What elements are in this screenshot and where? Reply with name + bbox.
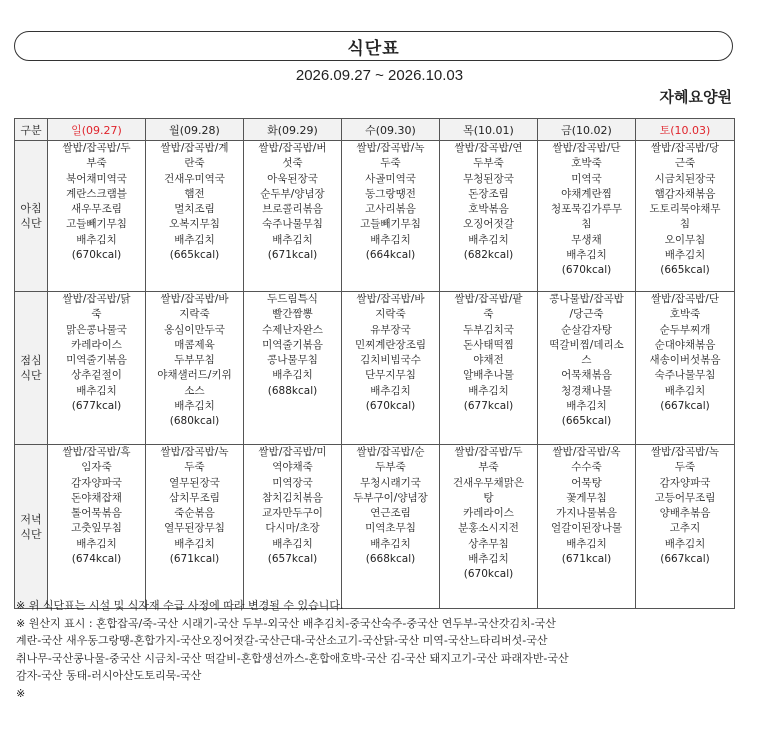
meal-row-dinner — [15, 445, 735, 609]
menu-item: (682kcal) — [463, 249, 514, 262]
menu-item: 아욱된장국 — [267, 172, 318, 185]
menu-item: 배추김치 — [566, 249, 607, 262]
menu-item: 상추무침 — [468, 537, 509, 550]
title-box — [14, 31, 733, 61]
menu-item: 청포묵김가루무 — [550, 203, 622, 216]
menu-item: 카레라이스 — [463, 507, 514, 520]
page-title: 식단표 — [347, 38, 400, 59]
menu-item: 무청시래기국 — [360, 476, 421, 489]
menu-item: 돈야채잡채 — [71, 491, 122, 504]
menu-item: (680kcal) — [169, 415, 220, 428]
menu-cell — [636, 141, 735, 292]
menu-item: 배추김치 — [174, 537, 215, 550]
menu-item: 배추김치 — [664, 537, 706, 550]
menu-item: (671kcal) — [561, 553, 612, 566]
menu-item: 무생채 — [571, 233, 602, 246]
menu-item: (671kcal) — [267, 249, 318, 262]
menu-item: 연근조림 — [370, 507, 411, 520]
menu-cell — [342, 141, 440, 292]
menu-item: 지락죽 — [375, 308, 406, 321]
menu-cell — [538, 141, 636, 292]
note-line: ※ 위 식단표는 시설 및 식자재 수급 사정에 따라 변경될 수 있습니다. — [16, 599, 344, 612]
day-header-sat: 토(10.03) — [636, 119, 735, 141]
menu-cell — [538, 292, 636, 445]
note-line: 계란-국산 새우동그랑땡-혼합가지-국산오징어젓갈-국산근대-국산소고기-국산닭-국산 미역-국산느타리버섯-국산 — [16, 634, 548, 647]
menu-item: 쌀밥/잡곡밥/두 — [62, 142, 131, 154]
meal-label: 저녁 식단 — [15, 445, 48, 609]
menu-item: 카레라이스 — [71, 338, 122, 351]
menu-item: 오징어젓갈 — [463, 218, 514, 231]
menu-item: 돈장조림 — [468, 187, 509, 200]
menu-item: 배추김치 — [370, 537, 411, 550]
menu-item: 고추지 — [669, 522, 701, 535]
date-range: 2026.09.27 ~ 2026.10.03 — [295, 67, 464, 84]
menu-item: 참치김치볶음 — [262, 491, 323, 504]
menu-cell — [146, 292, 244, 445]
menu-item: 고등어무조림 — [654, 491, 716, 504]
menu-cell — [244, 445, 342, 609]
menu-item: 새우무조림 — [71, 203, 122, 216]
menu-table — [14, 118, 735, 609]
menu-item: 옹심이만두국 — [164, 323, 225, 336]
menu-item: 배추김치 — [76, 233, 117, 246]
menu-item: 배추김치 — [272, 233, 313, 246]
menu-item: 호박볶음 — [468, 203, 509, 216]
menu-item: 빨간짬뽕 — [272, 308, 313, 321]
menu-item: 고사리볶음 — [365, 203, 416, 216]
menu-item: 콩나물무침 — [267, 354, 318, 367]
menu-item: 건새우무채맑은 — [452, 476, 524, 489]
menu-item: 야채전 — [473, 354, 504, 367]
organization-name: 자혜요양원 — [659, 88, 732, 106]
menu-body — [15, 141, 735, 609]
menu-item: 오이무침 — [664, 233, 706, 246]
menu-item: 침 — [679, 218, 691, 231]
menu-item: 떡갈비찜/데리소 — [549, 338, 624, 351]
menu-item: 분홍소시지전 — [458, 522, 519, 535]
menu-item: 가지나물볶음 — [556, 507, 617, 520]
menu-item: 쌀밥/잡곡밥/단 — [651, 293, 719, 305]
menu-item: 열무된장국 — [169, 476, 220, 489]
menu-item: 야채계란찜 — [561, 187, 612, 200]
menu-item: 란죽 — [184, 157, 205, 170]
menu-item: 북어채미역국 — [66, 172, 127, 185]
menu-item: 쌀밥/잡곡밥/단 — [552, 142, 621, 154]
menu-item: 부죽 — [478, 461, 499, 474]
menu-item: 쌀밥/잡곡밥/녹 — [356, 142, 425, 154]
menu-item: (668kcal) — [365, 553, 416, 566]
day-header-mon: 월(09.28) — [146, 119, 244, 141]
menu-item: 배추김치 — [664, 249, 706, 262]
menu-cell — [48, 445, 146, 609]
menu-cell — [146, 445, 244, 609]
note-line: ※ 원산지 표시 : 혼합잡곡/죽-국산 시래기-국산 두부-외국산 배추김치-중국산숙주-중국산 연두부-국산갓김치-국산 — [16, 616, 556, 630]
menu-item: 미역장국 — [272, 476, 313, 489]
menu-item: 도토리묵야채무 — [649, 203, 721, 216]
menu-item: 유부장국 — [370, 323, 411, 336]
notes — [16, 597, 746, 702]
menu-item: (670kcal) — [463, 568, 514, 581]
menu-item: 동그랑땡전 — [365, 187, 416, 200]
menu-item: 수수죽 — [571, 461, 602, 474]
menu-cell — [440, 141, 538, 292]
menu-item: 죽순볶음 — [174, 507, 215, 520]
menu-item: 얼갈이된장나물 — [550, 522, 622, 535]
menu-cell — [440, 292, 538, 445]
menu-cell — [342, 292, 440, 445]
day-header-tue: 화(09.29) — [244, 119, 342, 141]
menu-item: 순두부찌개 — [659, 323, 711, 336]
menu-item: 고춧잎무침 — [71, 522, 122, 535]
menu-item: 지락죽 — [179, 308, 210, 321]
day-header-sun: 일(09.27) — [48, 119, 146, 141]
menu-item: 숙주나물무침 — [654, 369, 716, 382]
menu-item: (670kcal) — [561, 264, 612, 277]
menu-item: 두죽 — [380, 157, 401, 170]
menu-item: (670kcal) — [71, 249, 122, 262]
menu-item: 쌀밥/잡곡밥/순 — [356, 446, 425, 458]
menu-item: (674kcal) — [71, 553, 122, 566]
meal-label: 점심 식단 — [15, 292, 48, 445]
menu-cell — [244, 292, 342, 445]
menu-item: 배추김치 — [468, 384, 509, 397]
menu-item: (657kcal) — [267, 553, 318, 566]
menu-item: (670kcal) — [365, 400, 416, 413]
menu-item: 쌀밥/잡곡밥/녹 — [160, 446, 229, 458]
day-header-fri: 금(10.02) — [538, 119, 636, 141]
menu-item: 미역국 — [571, 172, 602, 185]
menu-item: 두부구이/양념장 — [353, 491, 428, 504]
menu-item: 사골미역국 — [365, 172, 416, 185]
menu-item: 배추김치 — [370, 384, 411, 397]
menu-cell — [244, 141, 342, 292]
menu-item: 배추김치 — [174, 233, 215, 246]
menu-item: 민찌계란장조림 — [354, 338, 426, 351]
menu-item: 배추김치 — [272, 537, 313, 550]
menu-item: 쌀밥/잡곡밥/연 — [454, 142, 523, 154]
menu-item: 오복지무침 — [169, 218, 220, 231]
menu-item: 배추김치 — [664, 384, 706, 397]
menu-item: 햄감자채볶음 — [654, 187, 716, 200]
menu-item: 열무된장무침 — [164, 522, 225, 535]
menu-item: 배추김치 — [76, 537, 117, 550]
meal-label: 아침 식단 — [15, 141, 48, 292]
note-line: 감자-국산 동태-러시아산도토리묵-국산 — [16, 669, 202, 682]
menu-item: 배추김치 — [468, 233, 509, 246]
menu-item: 쌀밥/잡곡밥/버 — [258, 142, 327, 154]
menu-item: 야채샐러드/키위 — [157, 369, 232, 382]
menu-item: 브로콜리볶음 — [262, 203, 323, 216]
menu-item: 호박죽 — [669, 308, 701, 321]
menu-cell — [146, 141, 244, 292]
menu-item: 상추겉절이 — [71, 369, 122, 382]
menu-item: 두드림특식 — [267, 293, 318, 305]
menu-item: 톨어묵볶음 — [71, 507, 122, 520]
menu-item: (677kcal) — [71, 400, 122, 413]
meal-row-breakfast — [15, 141, 735, 292]
menu-item: /당근죽 — [569, 308, 604, 321]
menu-item: (667kcal) — [660, 553, 710, 566]
menu-item: 임자죽 — [81, 461, 112, 474]
menu-item: (664kcal) — [365, 249, 416, 262]
menu-item: 소스 — [184, 384, 205, 397]
menu-item: 쌀밥/잡곡밥/바 — [356, 293, 425, 305]
menu-item: 쌀밥/잡곡밥/닭 — [62, 293, 131, 305]
menu-item: 알배추나물 — [463, 369, 514, 382]
menu-item: (688kcal) — [267, 384, 318, 397]
menu-item: 숙주나물무침 — [262, 218, 323, 231]
menu-item: 부죽 — [86, 157, 107, 170]
menu-item: 쌀밥/잡곡밥/흑 — [62, 446, 131, 458]
menu-item: 미역줄기볶음 — [66, 354, 127, 367]
menu-item: 호박죽 — [571, 157, 602, 170]
menu-item: 멸치조림 — [174, 203, 215, 216]
menu-item: 미역줄기볶음 — [262, 338, 323, 351]
menu-item: 두부김치국 — [463, 323, 514, 336]
menu-item: 김치비빔국수 — [360, 354, 421, 367]
menu-item: 시금치된장국 — [654, 172, 716, 185]
menu-item: 순두부/양념장 — [260, 187, 325, 200]
menu-item: (665kcal) — [169, 249, 220, 262]
menu-item: 고들빼기무침 — [66, 218, 127, 231]
menu-item: (667kcal) — [660, 400, 710, 413]
menu-item: 쌀밥/잡곡밥/계 — [160, 142, 229, 154]
menu-item: 수제난자완스 — [262, 323, 323, 336]
note-line: 취나무-국산콩나물-중국산 시금치-국산 떡갈비-혼합생선까스-혼합애호박-국산 김-국산 돼지고기-국산 파래자반-국산 — [16, 651, 569, 665]
menu-item: 두부죽 — [473, 157, 504, 170]
corner-label: 구분 — [15, 119, 48, 141]
menu-cell — [538, 445, 636, 609]
menu-item: 쌀밥/잡곡밥/녹 — [651, 446, 719, 458]
menu-item: 순살감자탕 — [561, 323, 612, 336]
menu-item: 미역초무침 — [365, 522, 416, 535]
menu-cell — [440, 445, 538, 609]
meal-row-lunch — [15, 292, 735, 445]
menu-item: 쌀밥/잡곡밥/옥 — [552, 446, 621, 458]
menu-item: 무청된장국 — [463, 172, 514, 185]
menu-item: 침 — [581, 218, 592, 231]
menu-item: 건새우미역국 — [164, 172, 225, 185]
menu-item: 죽 — [483, 308, 494, 321]
menu-item: 단무지무침 — [365, 369, 416, 382]
menu-item: 탕 — [483, 491, 494, 504]
menu-item: 돈사태떡찜 — [463, 338, 514, 351]
menu-item: (665kcal) — [660, 264, 710, 277]
menu-item: 근죽 — [674, 157, 696, 170]
menu-item: 매콤제육 — [174, 338, 215, 351]
menu-item: 두죽 — [184, 461, 205, 474]
menu-item: 죽 — [91, 308, 102, 321]
menu-item: 쌀밥/잡곡밥/미 — [258, 446, 327, 458]
menu-item: 두죽 — [674, 461, 696, 474]
menu-cell — [342, 445, 440, 609]
menu-item: 햄전 — [184, 187, 205, 200]
menu-item: 역야채죽 — [272, 461, 313, 474]
menu-item: 다시마/초장 — [265, 522, 320, 535]
menu-item: 새송이버섯볶음 — [649, 354, 721, 367]
menu-item: 고들빼기무침 — [360, 218, 421, 231]
menu-item: 두부죽 — [375, 461, 406, 474]
menu-item: 쌀밥/잡곡밥/당 — [651, 142, 719, 154]
menu-item: (665kcal) — [561, 415, 612, 428]
menu-item: 꽃게무침 — [566, 491, 607, 504]
menu-item: 쌀밥/잡곡밥/바 — [160, 293, 229, 305]
menu-item: 배추김치 — [174, 400, 215, 413]
menu-item: 스 — [581, 354, 592, 367]
day-header-thu: 목(10.01) — [440, 119, 538, 141]
menu-item: 순대야채볶음 — [654, 338, 716, 351]
menu-item: 배추김치 — [468, 553, 509, 566]
header-row — [15, 119, 735, 141]
menu-item: 감자양파국 — [659, 476, 711, 489]
menu-item: 청경채나물 — [561, 384, 612, 397]
menu-item: 양배추볶음 — [659, 507, 711, 520]
menu-item: 교자만두구이 — [262, 507, 323, 520]
note-line: ※ — [16, 686, 26, 700]
menu-cell — [48, 292, 146, 445]
menu-item: 어묵채볶음 — [561, 369, 612, 382]
menu-item: 배추김치 — [272, 369, 313, 382]
menu-cell — [48, 141, 146, 292]
menu-item: 쌀밥/잡곡밥/팥 — [454, 293, 523, 305]
menu-item: 어묵탕 — [571, 476, 602, 489]
menu-item: 감자양파국 — [71, 476, 122, 489]
day-header-wed: 수(09.30) — [342, 119, 440, 141]
menu-item: 삼치무조림 — [169, 491, 220, 504]
menu-item: (677kcal) — [463, 400, 514, 413]
menu-item: 계란스크램블 — [66, 187, 127, 200]
menu-item: 배추김치 — [566, 400, 607, 413]
menu-item: 쌀밥/잡곡밥/두 — [454, 446, 523, 458]
menu-cell — [636, 292, 735, 445]
menu-item: 배추김치 — [370, 233, 411, 246]
menu-item: (671kcal) — [169, 553, 220, 566]
menu-item: 배추김치 — [76, 384, 117, 397]
menu-item: 두부무침 — [174, 354, 215, 367]
menu-item: 맑은콩나물국 — [66, 323, 127, 336]
menu-item: 배추김치 — [566, 537, 607, 550]
menu-item: 콩나물밥/잡곡밥 — [549, 293, 624, 305]
menu-item: 섯죽 — [282, 157, 303, 170]
menu-cell — [636, 445, 735, 609]
